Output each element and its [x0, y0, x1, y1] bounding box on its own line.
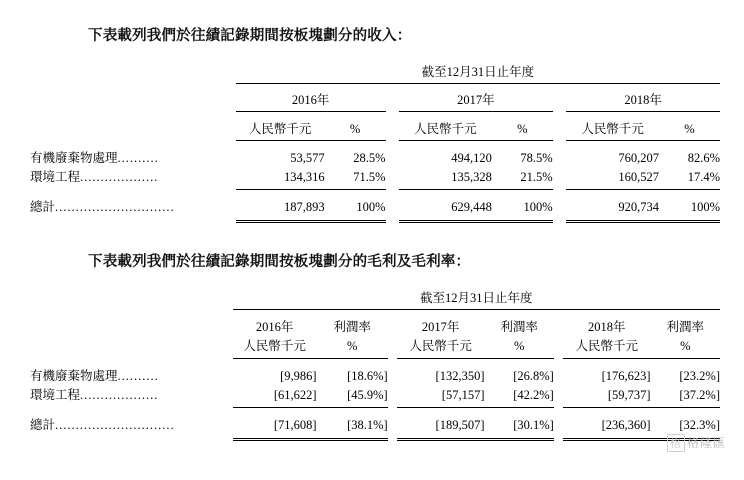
- watermark-logo-icon: 格: [667, 434, 685, 452]
- gap: [553, 90, 566, 108]
- gap: [386, 196, 399, 215]
- revenue-row0-rmb-2016: 53,577: [290, 151, 325, 165]
- revenue-total-row: [30, 196, 720, 215]
- gp-subheader-pct-2016: %: [346, 339, 358, 353]
- gap: [554, 316, 563, 335]
- gp-top-header: 截至12月31日止年度: [420, 291, 533, 305]
- revenue-total-rmb-2017: 629,448: [451, 200, 492, 214]
- revenue-subheader-rmb-2016: 人民幣千元: [248, 122, 312, 136]
- revenue-row0-rmb-2018: 760,207: [618, 151, 660, 165]
- gap: [388, 433, 397, 440]
- table-row: [30, 166, 720, 185]
- rule: [485, 433, 554, 440]
- spacer: [30, 433, 233, 440]
- leader-dots: ...................: [80, 170, 159, 184]
- gp-total-rmb-2016: [71,608]: [273, 418, 317, 432]
- gp-subheader-pct-2017: %: [513, 339, 525, 353]
- gap: [386, 90, 399, 108]
- gap: [553, 147, 566, 166]
- revenue-row1-rmb-2017: 135,328: [451, 170, 492, 184]
- empty-cell: [30, 335, 233, 354]
- gp-total-pct-2017: [30.1%]: [513, 418, 554, 432]
- revenue-row-label-1: [30, 166, 236, 185]
- revenue-row1-pct-2017: 21.5%: [520, 170, 553, 184]
- gp-row0-pct-2016: [18.6%]: [347, 369, 388, 383]
- revenue-row0-pct-2018: 82.6%: [687, 151, 720, 165]
- gp-row-label-1: [30, 384, 233, 403]
- gp-row1-pct-2017: [42.2%]: [513, 388, 554, 402]
- revenue-row1-rmb-2016: 134,316: [284, 170, 325, 184]
- table-row: [30, 365, 720, 384]
- gp-row1-rmb-2017: [57,157]: [441, 388, 485, 402]
- gap: [553, 215, 566, 222]
- revenue-row0-pct-2016: 28.5%: [353, 151, 386, 165]
- leader-dots: .............................: [55, 418, 175, 432]
- gp-subheader-rmb-2018: 人民幣千元: [575, 339, 639, 353]
- gp-year-header-row: [30, 316, 720, 335]
- gp-row0-rmb-2018: [176,623]: [601, 369, 651, 383]
- spacer: [30, 215, 236, 222]
- gap: [388, 414, 397, 433]
- gap: [386, 215, 399, 222]
- revenue-total-double-rule: [30, 215, 720, 222]
- revenue-row1-pct-2016: 71.5%: [353, 170, 386, 184]
- gp-margin-2018: 利潤率: [666, 320, 705, 334]
- revenue-subheader-pct-2018: %: [684, 122, 695, 136]
- leader-dots: ...................: [80, 388, 159, 402]
- gap: [554, 365, 563, 384]
- gp-total-rmb-2017: [189,507]: [435, 418, 485, 432]
- revenue-year-2016: 2016年: [291, 93, 330, 107]
- gp-subheader-rmb-2017: 人民幣千元: [409, 339, 472, 353]
- table-row: [30, 147, 720, 166]
- gp-row1-pct-2018: [37.2%]: [679, 388, 720, 402]
- rule: [397, 433, 485, 440]
- empty-cell: [30, 90, 236, 108]
- gp-total-row: [30, 414, 720, 433]
- table-row: [30, 384, 720, 403]
- revenue-year-2018: 2018年: [624, 93, 662, 107]
- revenue-total-rmb-2018: 920,734: [618, 200, 660, 214]
- row-label-text: 有機廢棄物處理: [30, 151, 118, 165]
- watermark-text: 格隆匯: [686, 436, 726, 450]
- gp-year-2016: 2016年: [255, 320, 294, 334]
- gap: [386, 166, 399, 185]
- leader-dots: ..........: [117, 151, 159, 165]
- gp-row1-rmb-2018: [59,737]: [607, 388, 651, 402]
- revenue-total-pct-2017: 100%: [523, 200, 553, 214]
- gp-total-double-rule: [30, 433, 720, 440]
- gp-margin-2017: 利潤率: [500, 320, 538, 334]
- gp-row-label-0: [30, 365, 233, 384]
- revenue-top-header: 截至12月31日止年度: [421, 65, 535, 79]
- gap: [388, 316, 397, 335]
- empty-cell: [30, 62, 236, 80]
- gap: [554, 335, 563, 354]
- row-label-text: 總計: [30, 418, 56, 432]
- revenue-year-2017: 2017年: [457, 93, 495, 107]
- gp-total-label: [30, 414, 233, 433]
- leader-dots: ..........: [117, 369, 159, 383]
- revenue-total-label: [30, 196, 236, 215]
- gp-year-2018: 2018年: [588, 320, 626, 334]
- leader-dots: .............................: [55, 200, 175, 214]
- gp-subheader-pct-2018: %: [680, 339, 691, 353]
- revenue-row1-rmb-2018: 160,527: [618, 170, 660, 184]
- revenue-total-rmb-2016: 187,893: [284, 200, 325, 214]
- rule: [399, 215, 553, 222]
- intro-paragraph-revenue: 下表載列我們於往績記錄期間按板塊劃分的收入：: [88, 28, 412, 44]
- revenue-total-pct-2018: 100%: [690, 200, 720, 214]
- gp-row0-pct-2017: [26.8%]: [513, 369, 554, 383]
- revenue-row-label-0: [30, 147, 236, 166]
- gp-row0-rmb-2016: [9,986]: [280, 369, 317, 383]
- gap: [553, 166, 566, 185]
- gross-profit-table: [30, 288, 720, 441]
- rule: [233, 433, 317, 440]
- gp-subheader-row: [30, 335, 720, 354]
- gp-total-rmb-2018: [236,360]: [601, 418, 651, 432]
- gp-margin-2016: 利潤率: [333, 320, 371, 334]
- row-label-text: 環境工程: [30, 388, 81, 402]
- watermark: [667, 434, 726, 452]
- revenue-subheader-rmb-2018: 人民幣千元: [581, 122, 644, 136]
- gap: [554, 433, 563, 440]
- rule: [236, 215, 386, 222]
- revenue-table: [30, 62, 720, 223]
- revenue-subheader-pct-2017: %: [517, 122, 528, 136]
- gp-year-2017: 2017年: [421, 320, 460, 334]
- empty-cell: [30, 316, 233, 335]
- revenue-subheader-pct-2016: %: [349, 122, 361, 136]
- rule: [566, 215, 720, 222]
- gp-row0-rmb-2017: [132,350]: [435, 369, 485, 383]
- revenue-row1-pct-2018: 17.4%: [687, 170, 720, 184]
- gp-row1-rmb-2016: [61,622]: [273, 388, 317, 402]
- revenue-subheader-row: [30, 118, 720, 137]
- gap: [388, 335, 397, 354]
- row-label-text: 總計: [30, 200, 56, 214]
- row-label-text: 有機廢棄物處理: [30, 369, 118, 383]
- gap: [388, 384, 397, 403]
- gap: [553, 196, 566, 215]
- revenue-total-pct-2016: 100%: [356, 200, 386, 214]
- gp-top-header-row: [30, 288, 720, 306]
- rule: [317, 433, 388, 440]
- gap: [554, 414, 563, 433]
- revenue-year-header-row: [30, 90, 720, 108]
- revenue-top-header-row: [30, 62, 720, 80]
- gp-total-pct-2018: [32.3%]: [679, 418, 720, 432]
- rule: [563, 433, 651, 440]
- revenue-subheader-rmb-2017: 人民幣千元: [414, 122, 477, 136]
- gp-subheader-rmb-2016: 人民幣千元: [243, 339, 306, 353]
- empty-cell: [30, 288, 233, 306]
- empty-cell: [30, 118, 236, 137]
- gp-total-pct-2016: [38.1%]: [347, 418, 388, 432]
- gp-row0-pct-2018: [23.2%]: [679, 369, 720, 383]
- revenue-row0-rmb-2017: 494,120: [451, 151, 492, 165]
- gap: [388, 365, 397, 384]
- intro-paragraph-gross-profit: 下表載列我們於往績記錄期間按板塊劃分的毛利及毛利率：: [88, 254, 471, 270]
- gp-row1-pct-2016: [45.9%]: [347, 388, 388, 402]
- gap: [386, 118, 399, 137]
- row-label-text: 環境工程: [30, 170, 81, 184]
- gap: [554, 384, 563, 403]
- revenue-row0-pct-2017: 78.5%: [520, 151, 553, 165]
- gap: [386, 147, 399, 166]
- gap: [553, 118, 566, 137]
